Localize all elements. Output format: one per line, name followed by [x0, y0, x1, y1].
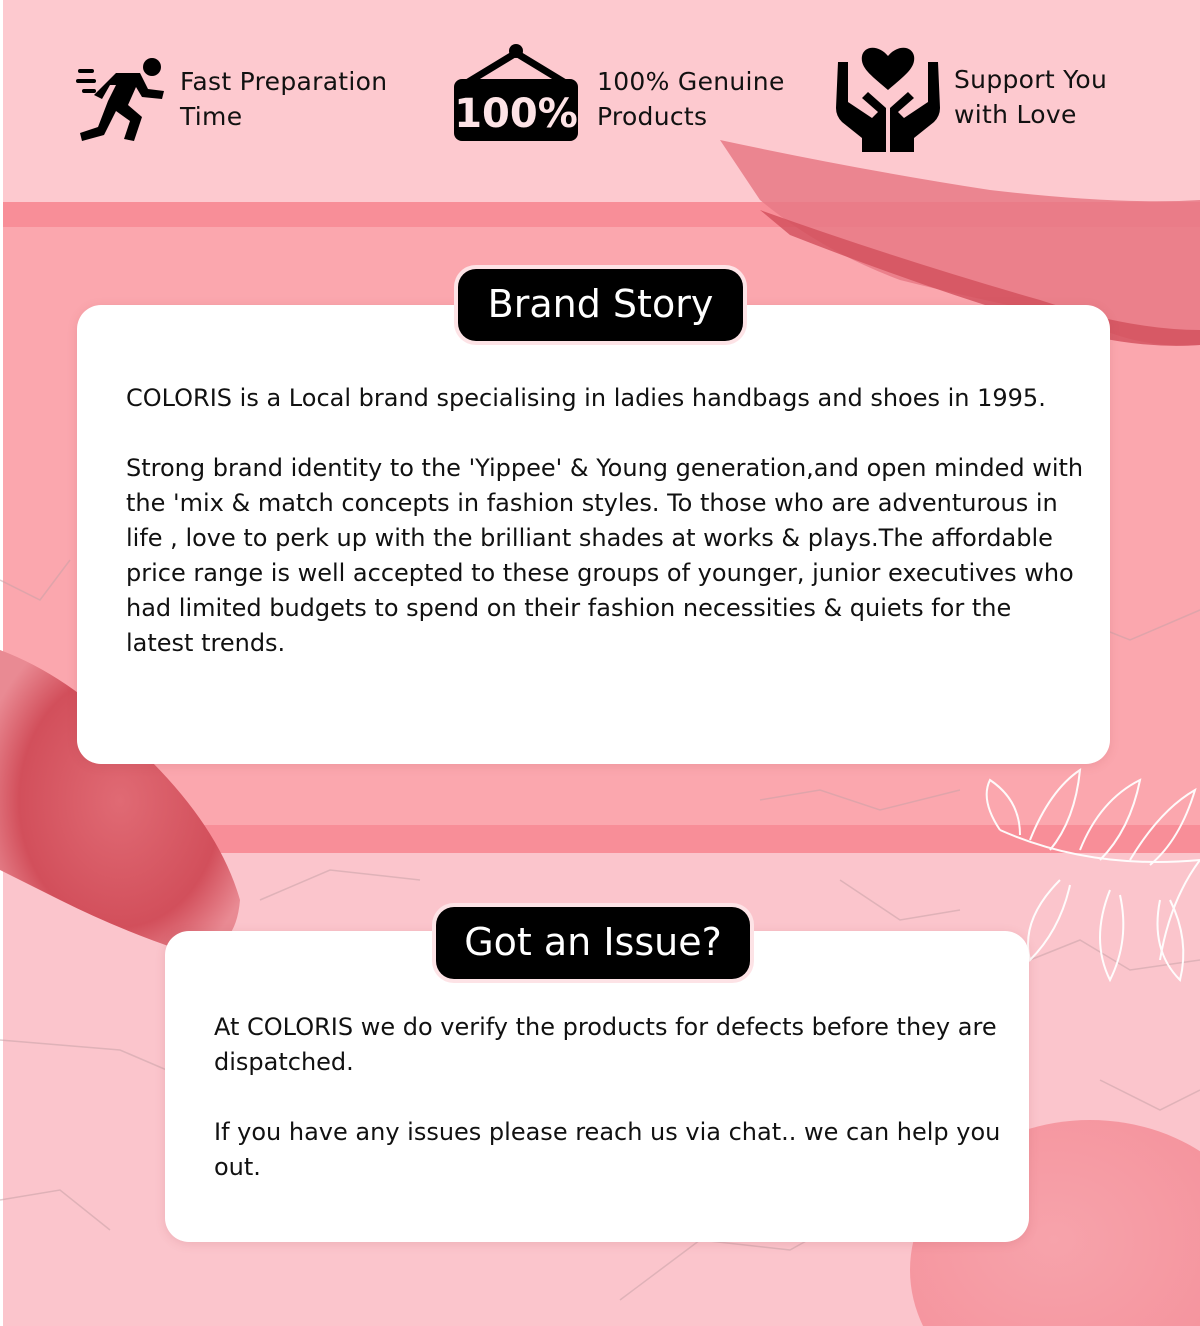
- brand-story-heading: Brand Story: [458, 269, 743, 341]
- feature-label-line2: with Love: [954, 100, 1077, 129]
- feature-label-line2: Products: [597, 102, 708, 131]
- running-person-icon: [76, 55, 168, 143]
- feature-label-line2: Time: [180, 102, 243, 131]
- brand-story-paragraph-2: Strong brand identity to the 'Yippee' & Young generation,and open minded with the 'mix & match concepts in fashion styles. To those who are adventurous in life , love to perk up with the brilliant shades at works & plays.The affordable price range is well accepted to these groups of younger, junior executives who had limited budgets to spend on their fashion necessities & quiets for the latest trends.: [126, 454, 1084, 657]
- issue-paragraph-2: If you have any issues please reach us via chat.. we can help you out.: [214, 1118, 1001, 1181]
- feature-label-line1: Support You: [954, 65, 1108, 94]
- feature-support-love: [832, 42, 1107, 152]
- brand-story-card: [77, 305, 1110, 764]
- badge-text: 100%: [454, 91, 578, 137]
- brand-story-paragraph-1: COLORIS is a Local brand specialising in ladies handbags and shoes in 1995.: [126, 384, 1046, 412]
- issue-heading: Got an Issue?: [436, 907, 750, 979]
- feature-genuine-products: [452, 43, 785, 143]
- feature-label-line1: 100% Genuine: [597, 67, 785, 96]
- feature-label-line1: Fast Preparation: [180, 67, 388, 96]
- issue-paragraph-1: At COLORIS we do verify the products for defects before they are dispatched.: [214, 1013, 997, 1076]
- hands-heart-icon: [832, 42, 944, 152]
- feature-fast-preparation: [76, 55, 387, 143]
- 100-percent-badge-icon: [452, 43, 580, 143]
